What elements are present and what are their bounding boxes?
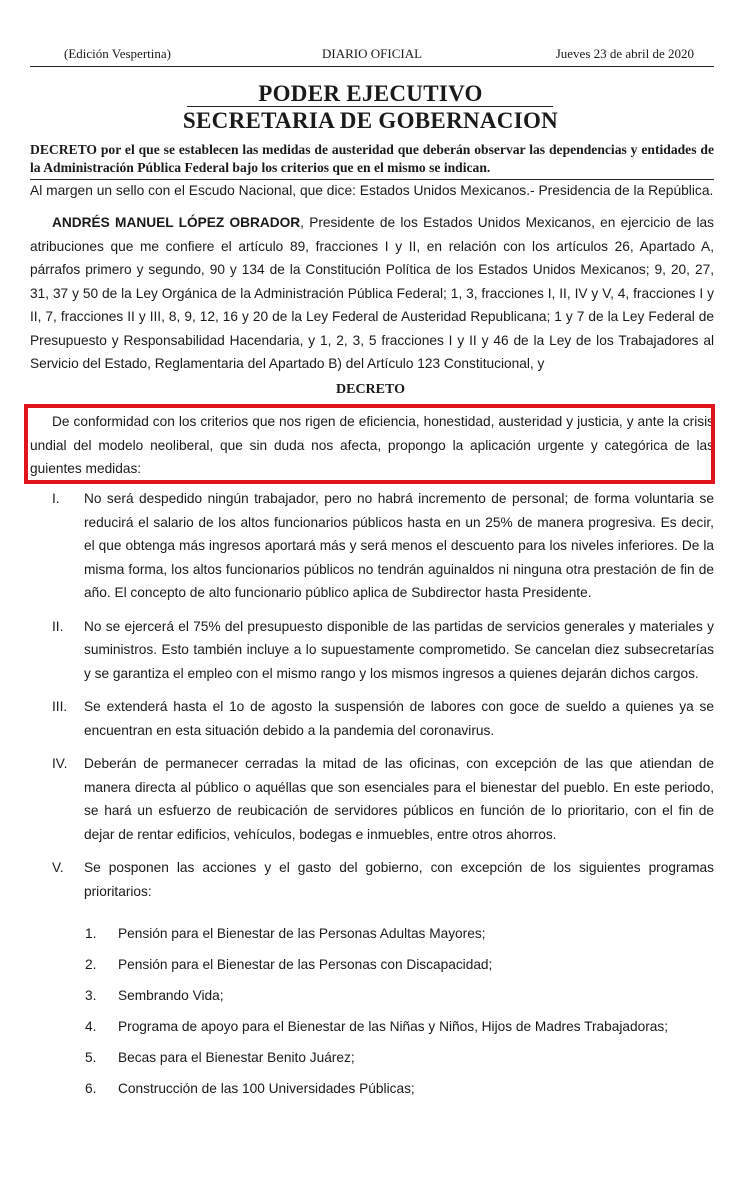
margin-note: Al margen un sello con el Escudo Nacional, que dice: Estados Unidos Mexicanos.- Presidencia de la República. [30,183,714,198]
publication-name: DIARIO OFICIAL [322,46,423,61]
program-item [30,984,714,1015]
program-text: Programa de apoyo para el Bienestar de las Niñas y Niños, Hijos de Madres Trabajadoras; [118,1019,669,1034]
measure-text: Se posponen las acciones y el gasto del gobierno, con excepción de los siguientes programas prioritarios: [84,860,714,899]
program-text: Becas para el Bienestar Benito Juárez; [118,1050,355,1065]
header-rule [30,66,714,67]
program-item [30,1015,714,1046]
measure-item [30,752,714,846]
program-text: Pensión para el Bienestar de las Personas con Discapacidad; [118,957,493,972]
program-item [30,922,714,953]
edition-label: (Edición Vespertina) [64,46,171,61]
preamble [30,211,714,376]
measure-text: Se extenderá hasta el 1o de agosto la suspensión de labores con goce de sueldo a quienes ya se encuentran en esta situación debido a la pandemia del coronavirus. [84,699,714,738]
measure-number: I. [52,491,60,506]
measure-item [30,487,714,605]
program-number: 1. [85,926,97,941]
decree-title-rule [30,179,714,180]
measures-list [30,487,714,913]
measure-text: No será despedido ningún trabajador, pero no habrá incremento de personal; de forma voluntaria se reducirá el salario de los altos funcionarios públicos hasta en un 25% de manera progresiva. Es decir, el que obtenga más ingresos aportará más y será menos el descuento para los niveles inferiores. De la misma forma, los altos funcionarios públicos no tendrán aguinaldos ni ninguna otra prestación de fin de año. El concepto de alto funcionario público aplica de Subdirector hasta Presidente. [84,491,714,600]
program-item [30,953,714,984]
measure-number: IV. [52,756,68,771]
program-number: 3. [85,988,97,1003]
measure-item [30,615,714,686]
program-item [30,1077,714,1108]
branch-title: PODER EJECUTIVO [258,81,483,106]
publication-date: Jueves 23 de abril de 2020 [555,46,694,61]
measure-text: No se ejercerá el 75% del presupuesto disponible de las partidas de servicios generales y materiales y suministros. Esto también incluye a lo supuestamente comprometido. Se cancelan diez subsecretarías y se garantiza el empleo con el mismo rango y los mismos ingresos a quienes dejarán dichos cargos. [84,618,714,681]
president-name: ANDRÉS MANUEL LÓPEZ OBRADOR [52,215,301,230]
measure-item [30,856,714,903]
red-highlight-box [24,404,715,484]
program-text: Construcción de las 100 Universidades Públicas; [118,1081,415,1096]
program-number: 5. [85,1050,97,1065]
decree-heading: DECRETO [336,382,405,397]
measure-item [30,695,714,742]
ministry-title: SECRETARIA DE GOBERNACION [182,108,559,133]
program-text: Sembrando Vida; [118,988,224,1003]
programs-list [30,922,714,1108]
measure-text: Deberán de permanecer cerradas la mitad de las oficinas, con excepción de las que atiendan de manera directa al público o aquéllas que son esenciales para el bienestar del pueblo. En este periodo, se hará un esfuerzo de reubicación de servidores públicos en función de lo prioritario, con el fin de dejar de rentar edificios, vehículos, bodegas e inmuebles, entre otros ahorros. [84,756,714,842]
title-divider [187,106,553,107]
decree-title: DECRETO por el que se establecen las medidas de austeridad que deberán observar las dependencias y entidades de la Administración Pública Federal bajo los criterios que en el mismo se indican. [30,142,714,175]
program-number: 6. [85,1081,97,1096]
intro-paragraph: De conformidad con los criterios que nos rigen de eficiencia, honestidad, austeridad y justicia, y ante la crisis undial del modelo neoliberal, que sin duda nos afecta, propongo la aplicación urgente y categórica de las guientes medidas: [30,414,714,476]
preamble-text: , Presidente de los Estados Unidos Mexicanos, en ejercicio de las atribuciones que me confiere el artículo 89, fracciones I y II, en relación con los artículos 26, Apartado A, párrafos primero y segundo, 90 y 134 de la Constitución Política de los Estados Unidos Mexicanos; 9, 20, 27, 31, 37 y 50 de la Ley Orgánica de la Administración Pública Federal; 1, 3, fracciones I, II, IV y V, 4, fracciones I y II, 7, fracciones II y III, 8, 9, 12, 16 y 20 de la Ley Federal de Austeridad Republicana; 1 y 7 de la Ley Federal de Presupuesto y Responsabilidad Hacendaria, y 1, 2, 3, 5 fracciones I y II y 46 de la Ley de los Trabajadores al Servicio del Estado, Reglamentaria del Apartado B) del Artículo 123 Constitucional, y [30,215,714,371]
program-text: Pensión para el Bienestar de las Personas Adultas Mayores; [118,926,486,941]
measure-number: V. [52,860,64,875]
program-number: 4. [85,1019,97,1034]
program-number: 2. [85,957,97,972]
measure-number: II. [52,618,64,634]
measure-number: III. [52,699,68,714]
program-item [30,1046,714,1077]
